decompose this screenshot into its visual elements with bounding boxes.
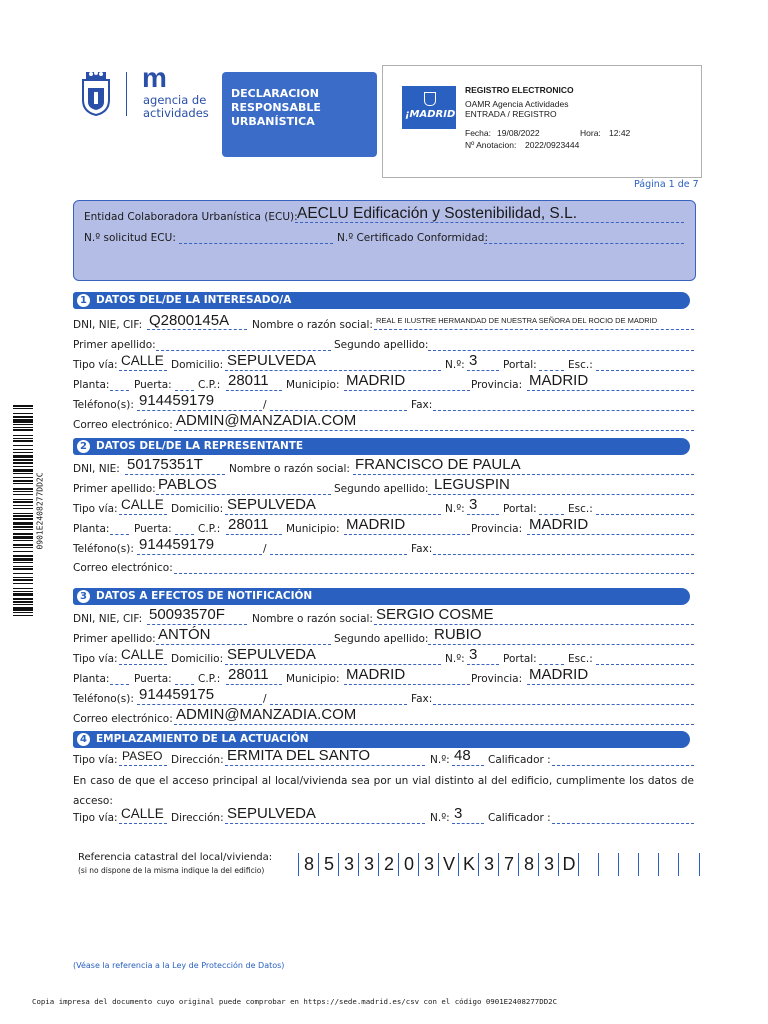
s3-numero-label: N.º: [445,653,465,665]
s4-acceso-numero-label: N.º: [430,812,450,824]
catastro-char-box [578,853,599,876]
s3-esc-line [596,664,694,665]
page-number: Página 1 de 7 [634,179,699,190]
s2-numero-value: 3 [469,496,478,513]
s2-portal-label: Portal: [503,503,537,515]
s3-esc-label: Esc.: [568,653,593,665]
s4-acceso-direccion-line [225,823,425,824]
s2-segundo-apellido-label: Segundo apellido: [334,483,429,495]
s3-correo-line [174,724,694,725]
s2-portal-line [539,514,564,515]
s3-tipo-via-line [119,664,167,665]
s2-planta-line [110,534,129,535]
s3-primer-apellido-label: Primer apellido: [73,633,156,645]
s4-direccion-label: Dirección: [171,754,224,766]
registro-anotacion: 2022/0923444 [525,140,580,150]
s1-dni-line [147,329,247,330]
section-4-number: 4 [77,733,90,746]
document-title-line1: DECLARACION [231,87,319,100]
s1-nombre-value: REAL E ILUSTRE HERMANDAD DE NUESTRA SEÑORA DEL ROCIO DE MADRID [376,316,658,325]
s1-planta-label: Planta: [73,379,110,391]
section-4-title: EMPLAZAMIENTO DE LA ACTUACIÓN [96,733,309,745]
s1-primer-apellido-line [156,350,331,351]
privacy-note: (Véase la referencia a la Ley de Protección de Datos) [73,961,285,970]
registro-hora: 12:42 [609,128,631,138]
s1-segundo-apellido-label: Segundo apellido: [334,339,429,351]
s2-telefono-line [137,554,262,555]
s1-provincia-line [527,390,694,391]
s3-cp-value: 28011 [228,666,269,683]
s2-municipio-label: Municipio: [286,523,340,535]
s3-segundo-apellido-line [428,644,694,645]
s2-nombre-value: FRANCISCO DE PAULA [355,456,521,473]
s1-telefono-label: Teléfono(s): [73,399,134,411]
s2-domicilio-label: Domicilio: [171,503,224,515]
s2-segundo-apellido-line [428,494,694,495]
s1-dni-value: Q2800145A [149,312,230,329]
s2-municipio-value: MADRID [346,516,406,533]
s3-portal-label: Portal: [503,653,537,665]
madrid-brand-text: ¡MADRID! [405,109,460,120]
s1-nombre-line [374,329,694,330]
s4-calificador-label: Calificador : [488,754,551,766]
s1-tipo-via-label: Tipo vía: [73,359,118,371]
s1-municipio-value: MADRID [346,372,406,389]
s2-provincia-value: MADRID [529,516,589,533]
s2-domicilio-value: SEPULVEDA [227,496,316,513]
catastro-char-box: 8 [298,853,319,876]
csv-footer-text: Copia impresa del documento cuyo original puede comprobar en https://sede.madrid.es/csv con el código 0901E2408277DD2C [32,997,558,1006]
section-3-number: 3 [77,590,90,603]
s3-domicilio-label: Domicilio: [171,653,224,665]
s3-nombre-label: Nombre o razón social: [252,613,373,625]
s3-portal-line [539,664,564,665]
section-3-header [73,588,690,605]
s4-numero-value: 48 [454,747,471,764]
s1-planta-line [110,390,129,391]
catastro-char-box: 5 [318,853,339,876]
s4-acceso-tipo-via-label: Tipo vía: [73,812,118,824]
s2-esc-line [596,514,694,515]
s1-numero-label: N.º: [445,359,465,371]
s4-numero-label: N.º: [430,754,450,766]
s2-telefono-label: Teléfono(s): [73,543,134,555]
s3-cp-line [226,684,282,685]
s4-tipo-via-line [119,765,167,766]
s4-numero-line [452,765,484,766]
section-4-header [73,731,690,748]
s2-tipo-via-line [119,514,167,515]
s2-planta-label: Planta: [73,523,110,535]
s1-portal-label: Portal: [503,359,537,371]
s4-acceso-numero-line [452,823,484,824]
catastro-char-boxes [298,853,698,876]
section-1-title: DATOS DEL/DE LA INTERESADO/A [96,294,292,306]
s2-numero-line [467,514,499,515]
s2-domicilio-line [225,514,441,515]
catastro-char-box: 3 [358,853,379,876]
s1-telefono-value: 914459179 [139,392,215,409]
s2-dni-line [125,474,225,475]
s1-municipio-line [344,390,470,391]
s1-cp-label: C.P.: [198,379,221,391]
ecu-certificado-label: N.º Certificado Conformidad: [337,232,488,244]
s3-nombre-line [374,624,694,625]
s4-acceso-note: En caso de que el acceso principal al local/vivienda sea por un vial distinto al del edificio, cumplimente los datos de acceso: [73,775,694,807]
s2-puerta-label: Puerta: [134,523,172,535]
s2-municipio-line [344,534,470,535]
s2-dni-value: 50175351T [127,456,203,473]
catastro-char-box [638,853,659,876]
s3-domicilio-line [225,664,441,665]
s2-provincia-label: Provincia: [471,523,523,535]
s1-municipio-label: Municipio: [286,379,340,391]
section-2-number: 2 [77,440,90,453]
s2-tipo-via-label: Tipo vía: [73,503,118,515]
s3-numero-value: 3 [469,646,478,663]
s2-telefono2-line [270,554,407,555]
s1-correo-line [174,430,694,431]
s1-domicilio-label: Domicilio: [171,359,224,371]
s1-portal-line [539,370,564,371]
s3-dni-value: 50093570F [149,606,225,623]
s4-acceso-direccion-label: Dirección: [171,812,224,824]
s1-segundo-apellido-line [428,350,694,351]
s3-primer-apellido-value: ANTÓN [158,626,211,643]
catastro-char-box [618,853,639,876]
s3-municipio-value: MADRID [346,666,406,683]
registro-line2: ENTRADA / REGISTRO [465,109,557,119]
s3-provincia-label: Provincia: [471,673,523,685]
s1-tipo-via-line [119,370,167,371]
ecu-entidad-value: AECLU Edificación y Sostenibilidad, S.L. [297,205,578,222]
section-1-header [73,292,690,309]
s1-telefono-line [137,410,262,411]
s2-cp-line [226,534,282,535]
s2-dni-label: DNI, NIE: [73,463,120,475]
s3-correo-value: ADMIN@MANZADIA.COM [176,706,357,723]
madrid-crest-icon [424,92,436,106]
ecu-entidad-line [295,222,684,223]
s1-correo-label: Correo electrónico: [73,419,173,431]
s3-dni-label: DNI, NIE, CIF: [73,613,143,625]
catastro-char-box: 3 [418,853,439,876]
s3-tipo-via-value: CALLE [121,647,164,662]
document-title-line2: RESPONSABLE [231,101,321,114]
s1-domicilio-value: SEPULVEDA [227,352,316,369]
s3-primer-apellido-line [156,644,331,645]
s3-tipo-via-label: Tipo vía: [73,653,118,665]
catastro-char-box: 2 [378,853,399,876]
registro-hora-label: Hora: [580,128,601,138]
agency-letter-logo: m [142,62,167,93]
s1-provincia-label: Provincia: [471,379,523,391]
registro-fecha: 19/08/2022 [497,128,540,138]
s1-slash: / [263,399,267,411]
s1-numero-value: 3 [469,352,478,369]
ecu-entidad-label: Entidad Colaboradora Urbanística (ECU): [84,211,298,223]
s3-dni-line [147,624,247,625]
catastro-char-box: D [558,853,579,876]
s4-acceso-tipo-via-line [119,823,167,824]
s2-primer-apellido-line [156,494,331,495]
s2-fax-line [433,554,694,555]
s2-telefono-value: 914459179 [139,536,215,553]
registro-fecha-label: Fecha: [465,128,491,138]
s4-acceso-calificador-line [552,823,694,824]
catastro-char-box: V [438,853,459,876]
s3-segundo-apellido-value: RUBIO [434,626,482,643]
s2-primer-apellido-value: PABLOS [158,476,217,493]
header-divider [126,72,127,116]
s4-acceso-numero-value: 3 [454,805,463,822]
s1-cp-value: 28011 [228,372,269,389]
s2-cp-label: C.P.: [198,523,221,535]
s3-planta-line [110,684,129,685]
madrid-coat-of-arms-logo [79,70,113,116]
s1-puerta-line [175,390,194,391]
s4-calificador-line [552,765,694,766]
catastro-char-box: 3 [538,853,559,876]
s3-provincia-line [527,684,694,685]
s3-segundo-apellido-label: Segundo apellido: [334,633,429,645]
ecu-solicitud-label: N.º solicitud ECU: [84,232,176,244]
s3-puerta-label: Puerta: [134,673,172,685]
agency-name-line2: actividades [143,106,209,120]
s2-correo-label: Correo electrónico: [73,562,173,574]
catastro-char-box: 0 [398,853,419,876]
s1-esc-line [596,370,694,371]
s1-puerta-label: Puerta: [134,379,172,391]
catastro-char-box: 8 [518,853,539,876]
s3-nombre-value: SERGIO COSME [376,606,494,623]
ecu-solicitud-line [179,243,333,244]
s1-dni-label: DNI, NIE, CIF: [73,319,143,331]
catastro-char-box [598,853,619,876]
s4-tipo-via-label: Tipo vía: [73,754,118,766]
s4-acceso-calificador-label: Calificador : [488,812,551,824]
s3-telefono-label: Teléfono(s): [73,693,134,705]
catastro-label: Referencia catastral del local/vivienda: [78,852,273,863]
s3-provincia-value: MADRID [529,666,589,683]
s2-numero-label: N.º: [445,503,465,515]
s3-telefono2-line [270,704,407,705]
agency-name-line1: agencia de [143,93,207,107]
catastro-char-box: 7 [498,853,519,876]
s4-acceso-tipo-via-value: CALLE [121,806,164,821]
s3-telefono-value: 914459175 [139,686,215,703]
s2-slash: / [263,543,267,555]
s1-cp-line [226,390,282,391]
s2-primer-apellido-label: Primer apellido: [73,483,156,495]
registro-anotacion-label: Nº Anotacion: [465,140,517,150]
s2-puerta-line [175,534,194,535]
s2-fax-label: Fax: [411,543,433,555]
s1-correo-value: ADMIN@MANZADIA.COM [176,412,357,429]
catastro-char-box: 3 [338,853,359,876]
section-2-title: DATOS DEL/DE LA REPRESENTANTE [96,440,304,452]
catastro-char-box [658,853,679,876]
section-2-header [73,438,690,455]
s2-nombre-line [353,474,694,475]
s3-municipio-line [344,684,470,685]
catastro-sublabel: (si no dispone de la misma indique la del edificio) [78,866,265,875]
s1-esc-label: Esc.: [568,359,593,371]
s2-correo-line [174,573,694,574]
s3-numero-line [467,664,499,665]
side-barcode [13,405,33,618]
s1-fax-label: Fax: [411,399,433,411]
s2-nombre-label: Nombre o razón social: [229,463,350,475]
s1-tipo-via-value: CALLE [121,353,164,368]
s3-fax-line [433,704,694,705]
s2-esc-label: Esc.: [568,503,593,515]
s3-cp-label: C.P.: [198,673,221,685]
s4-tipo-via-value: PASEO [122,749,163,763]
s2-tipo-via-value: CALLE [121,497,164,512]
ecu-certificado-line [484,243,684,244]
s3-domicilio-value: SEPULVEDA [227,646,316,663]
registro-title: REGISTRO ELECTRONICO [465,85,574,95]
s1-nombre-label: Nombre o razón social: [252,319,373,331]
s1-fax-line [433,410,694,411]
s3-slash: / [263,693,267,705]
section-3-title: DATOS A EFECTOS DE NOTIFICACIÓN [96,590,313,602]
s1-numero-line [467,370,499,371]
s2-provincia-line [527,534,694,535]
registro-line1: OAMR Agencia Actividades [465,99,569,109]
s3-planta-label: Planta: [73,673,110,685]
s1-provincia-value: MADRID [529,372,589,389]
s2-segundo-apellido-value: LEGUSPIN [434,476,510,493]
side-barcode-text: 0901E2408277DD2C [35,472,45,550]
s4-direccion-value: ERMITA DEL SANTO [227,747,371,764]
s3-telefono-line [137,704,262,705]
s3-correo-label: Correo electrónico: [73,713,173,725]
s1-domicilio-line [225,370,441,371]
s3-municipio-label: Municipio: [286,673,340,685]
catastro-char-box: 3 [478,853,499,876]
s1-primer-apellido-label: Primer apellido: [73,339,156,351]
catastro-char-box: K [458,853,479,876]
catastro-char-box [678,853,700,876]
s2-cp-value: 28011 [228,516,269,533]
s1-telefono2-line [270,410,407,411]
s4-acceso-direccion-value: SEPULVEDA [227,805,316,822]
section-1-number: 1 [77,294,90,307]
s3-puerta-line [175,684,194,685]
s3-fax-label: Fax: [411,693,433,705]
document-title-line3: URBANÍSTICA [231,115,315,128]
s4-direccion-line [225,765,425,766]
